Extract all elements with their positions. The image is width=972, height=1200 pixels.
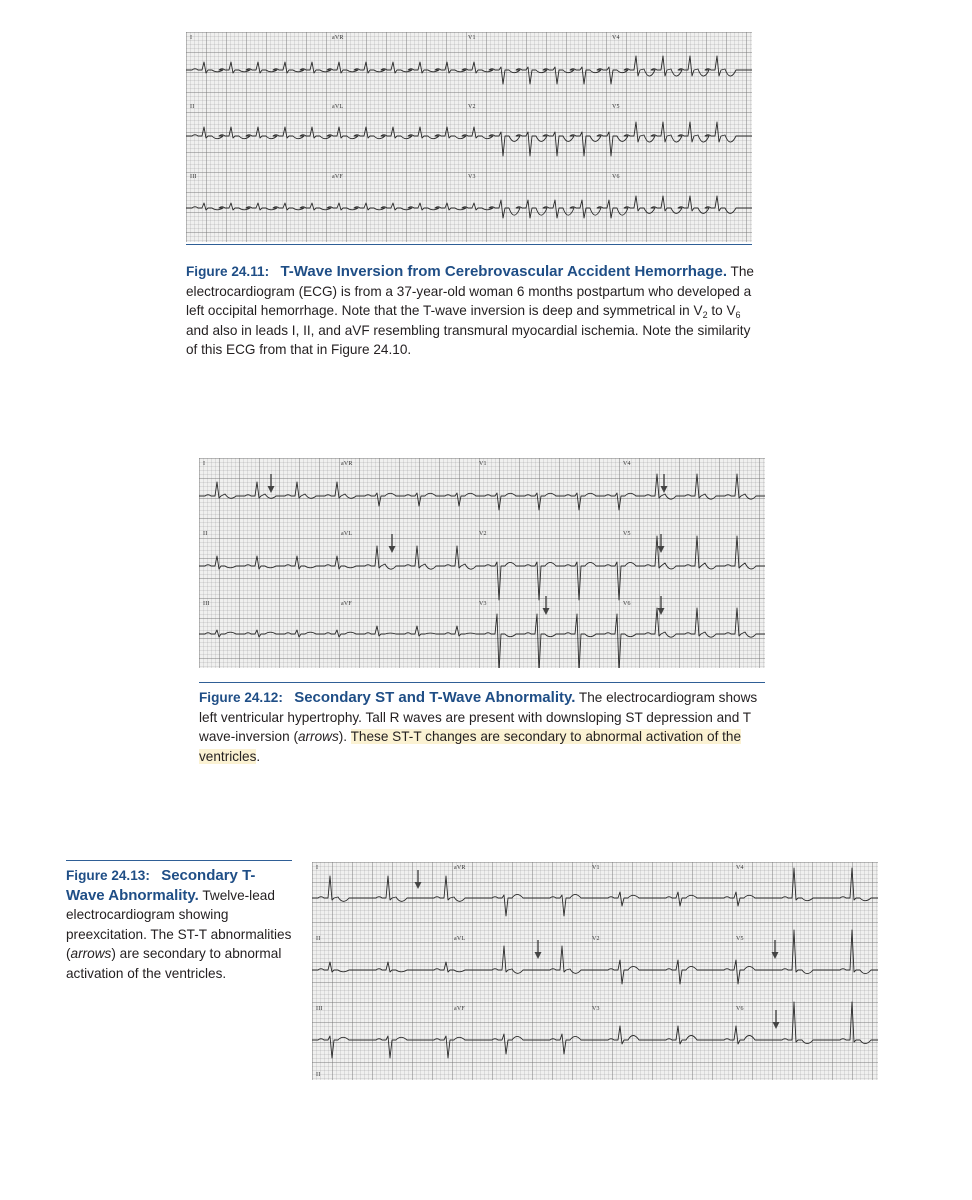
- figure-title: Secondary ST and T-Wave Abnormality.: [294, 689, 576, 706]
- arrow-icon: [543, 596, 550, 615]
- lead-label: V4: [612, 35, 620, 41]
- lead-label: V4: [736, 865, 744, 871]
- ecg-traces: [312, 862, 878, 1080]
- caption-text: to V: [707, 303, 736, 318]
- lead-label: aVF: [454, 1006, 465, 1012]
- caption-italic: arrows: [70, 946, 112, 961]
- arrow-icon: [658, 534, 665, 553]
- ecg-trace: [186, 196, 752, 218]
- arrow-icon: [773, 1010, 780, 1029]
- lead-label: aVL: [341, 531, 353, 537]
- lead-label: aVR: [341, 461, 353, 467]
- ecg-figure-24-12: [199, 458, 765, 668]
- lead-label: III: [316, 1006, 323, 1012]
- lead-label: II: [316, 1072, 321, 1078]
- lead-label: aVR: [332, 35, 344, 41]
- lead-label: V3: [592, 1006, 600, 1012]
- lead-label: V5: [612, 104, 620, 110]
- lead-label: V1: [592, 865, 600, 871]
- caption-text: Twelve-lead electrocardiogram showing preexcitation. The ST-T abnormalities (: [66, 887, 292, 961]
- figure-title: Secondary T-Wave Abnormality.: [66, 867, 256, 904]
- ecg-trace: [199, 474, 765, 510]
- lead-label: V5: [623, 531, 631, 537]
- lead-label: II: [203, 531, 208, 537]
- figure-number: Figure 24.13:: [66, 868, 150, 883]
- arrow-icon: [661, 474, 668, 493]
- lead-label: V5: [736, 936, 744, 942]
- lead-label: aVF: [341, 601, 352, 607]
- figure-caption: [66, 866, 294, 983]
- arrow-icon: [658, 596, 665, 615]
- caption-subscript: 2: [702, 310, 708, 320]
- caption-rule: [199, 682, 765, 683]
- lead-label: V2: [479, 531, 487, 537]
- lead-label: aVR: [454, 865, 466, 871]
- lead-label: II: [316, 936, 321, 942]
- lead-label: I: [316, 865, 319, 871]
- lead-label: aVF: [332, 174, 343, 180]
- highlighted-text: These ST-T changes are secondary to abnormal activation of the ventricles: [199, 729, 742, 764]
- lead-label: V3: [479, 601, 487, 607]
- arrow-icon: [415, 870, 422, 889]
- ecg-trace: [186, 122, 752, 156]
- caption-italic: arrows: [297, 729, 339, 744]
- lead-label: V6: [736, 1006, 744, 1012]
- arrow-icon: [268, 474, 275, 493]
- ecg-trace: [199, 608, 765, 668]
- caption-text: ).: [338, 729, 351, 744]
- figure-caption: [199, 688, 769, 766]
- lead-label: V6: [623, 601, 631, 607]
- lead-label: V3: [468, 174, 476, 180]
- ecg-figure-24-13: [312, 862, 878, 1080]
- lead-label: aVL: [454, 936, 466, 942]
- caption-subscript: 6: [735, 310, 741, 320]
- ecg-figure-24-11: [186, 32, 752, 242]
- lead-label: III: [203, 601, 210, 607]
- figure-number: Figure 24.12:: [199, 690, 283, 705]
- ecg-trace: [199, 536, 765, 600]
- caption-rule: [66, 860, 292, 861]
- lead-label: V2: [592, 936, 600, 942]
- lead-label: III: [190, 174, 197, 180]
- figure-caption: [186, 262, 758, 360]
- caption-text: and also in leads I, II, and aVF resembling transmural myocardial ischemia. Note the similarity of this ECG from that in Figure 24.10.: [186, 322, 751, 357]
- caption-text: .: [256, 748, 261, 764]
- caption-rule: [186, 244, 752, 245]
- lead-label: I: [203, 461, 206, 467]
- lead-label: V1: [479, 461, 487, 467]
- figure-title: T-Wave Inversion from Cerebrovascular Accident Hemorrhage.: [280, 263, 727, 280]
- arrow-icon: [535, 940, 542, 959]
- ecg-trace: [312, 868, 878, 916]
- arrow-icon: [389, 534, 396, 553]
- lead-label: V6: [612, 174, 620, 180]
- figure-number: Figure 24.11:: [186, 264, 270, 279]
- lead-label: V4: [623, 461, 631, 467]
- caption-text: The electrocardiogram (ECG) is from a 37-year-old woman 6 months postpartum who developed a left occipital hemorrhage. Note that the T-wave inversion is deep and symmetrical in V: [186, 264, 754, 318]
- caption-text: The electrocardiogram shows left ventricular hypertrophy. Tall R waves are present with downsloping ST depression and T wave-inversion (: [199, 690, 758, 744]
- ecg-traces: [199, 458, 765, 668]
- lead-label: V1: [468, 35, 476, 41]
- ecg-trace: [186, 56, 752, 84]
- lead-label: II: [190, 104, 195, 110]
- lead-label: I: [190, 35, 193, 41]
- lead-label: V2: [468, 104, 476, 110]
- arrow-icon: [772, 940, 779, 959]
- caption-text: ) are secondary to abnormal activation of the ventricles.: [66, 946, 282, 981]
- ecg-traces: [186, 32, 752, 242]
- lead-label: aVL: [332, 104, 344, 110]
